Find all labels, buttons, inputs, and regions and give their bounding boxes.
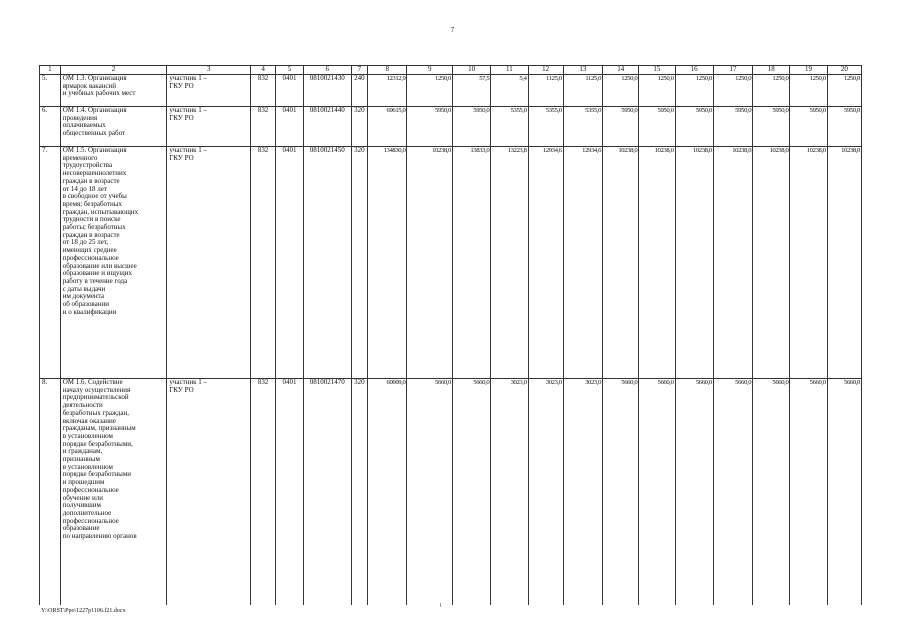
header-cell: 12 <box>528 66 563 75</box>
table-row <box>40 147 862 379</box>
total-amount: 69615,0 <box>368 107 407 147</box>
activity-name-line: от 14 до 18 лет <box>62 184 107 193</box>
header-cell: 18 <box>753 66 790 75</box>
year-amount: 5660,0 <box>753 379 790 605</box>
section-code: 0401 <box>276 75 304 107</box>
activity-name-line: безработных граждан, <box>62 408 129 417</box>
year-amount: 5660,0 <box>790 379 827 605</box>
target-article-code: 0810021470 <box>303 379 351 605</box>
year-amount: 10238,0 <box>827 147 861 379</box>
activity-name-line: временного <box>62 153 98 162</box>
year-amount: 1125,0 <box>563 75 602 107</box>
year-amount: 5950,0 <box>753 107 790 147</box>
activity-name-line: с даты выдачи <box>62 284 106 293</box>
activity-name-line: им документа <box>62 292 104 301</box>
header-cell: 3 <box>167 66 251 75</box>
row-number: 5. <box>40 75 61 107</box>
header-cell: 14 <box>603 66 639 75</box>
year-amount: 5660,0 <box>407 379 453 605</box>
expense-type-code: 320 <box>351 379 368 605</box>
activity-name-line: обучение или <box>62 493 103 502</box>
header-cell: 15 <box>639 66 675 75</box>
activity-name-line: предпринимательской <box>62 393 129 402</box>
row-number: 8. <box>40 379 61 605</box>
year-amount: 5950,0 <box>713 107 752 147</box>
header-cell: 5 <box>276 66 304 75</box>
year-amount: 10238,0 <box>790 147 827 379</box>
activity-name-line: дополнительное <box>62 508 112 517</box>
header-cell: 13 <box>563 66 602 75</box>
year-amount: 3023,0 <box>563 379 602 605</box>
activity-name <box>60 107 167 147</box>
grbs-code: 832 <box>251 107 276 147</box>
executor-line: ГКУ РО <box>169 113 194 122</box>
year-amount: 1250,0 <box>827 75 861 107</box>
activity-name-line: работы; безработных <box>62 223 126 232</box>
year-amount: 5950,0 <box>675 107 713 147</box>
activity-name-line: профессиональное <box>62 516 119 525</box>
grbs-code: 832 <box>251 147 276 379</box>
activity-name-line: гражданам, признанным <box>62 424 136 433</box>
activity-name-line: ярмарок вакансий <box>62 81 117 90</box>
year-amount: 13833,0 <box>453 147 491 379</box>
section-code: 0401 <box>276 107 304 147</box>
activity-name-line: и прошедшим <box>62 478 105 487</box>
year-amount: 10238,0 <box>675 147 713 379</box>
activity-name-line: граждан в возрасте <box>62 230 120 239</box>
activity-name-line: ОМ 1.6. Содействие <box>62 378 123 386</box>
activity-name-line: в установленном <box>62 462 113 471</box>
activity-name-line: трудоустройства <box>62 161 113 170</box>
header-cell: 4 <box>251 66 276 75</box>
year-amount: 10238,0 <box>603 147 639 379</box>
year-amount: 5950,0 <box>790 107 827 147</box>
activity-name-line: общественных работ <box>62 129 126 138</box>
activity-name-line: признанным <box>62 455 100 464</box>
file-path: Y:\ORST\Ppo\1227p1106.f21.docx <box>41 608 126 614</box>
header-cell: 10 <box>453 66 491 75</box>
target-article-code: 0810021430 <box>303 75 351 107</box>
target-article-code: 0810021450 <box>303 147 351 379</box>
year-amount: 1125,0 <box>528 75 563 107</box>
year-amount: 5950,0 <box>453 107 491 147</box>
activity-name-line: и о квалификации <box>62 307 117 316</box>
year-amount: 12934,6 <box>563 147 602 379</box>
activity-name-line: образование или высшее <box>62 261 137 270</box>
executor <box>167 107 251 147</box>
expense-type-code: 320 <box>351 107 368 147</box>
header-cell: 6 <box>303 66 351 75</box>
year-amount: 12934,6 <box>528 147 563 379</box>
year-amount: 1250,0 <box>407 75 453 107</box>
activity-name-line: граждан в возрасте <box>62 176 120 185</box>
activity-name-line: образование и ищущих <box>62 269 133 278</box>
year-amount: 5355,0 <box>528 107 563 147</box>
activity-name-line: об образовании <box>62 300 109 309</box>
table-body <box>40 75 862 605</box>
grbs-code: 832 <box>251 379 276 605</box>
budget-table <box>39 65 862 605</box>
year-amount: 1250,0 <box>713 75 752 107</box>
header-cell: 11 <box>491 66 528 75</box>
activity-name-line: время; безработных <box>62 199 122 208</box>
year-amount: 5660,0 <box>453 379 491 605</box>
activity-name-line: имеющих среднее <box>62 246 117 255</box>
year-amount: 5660,0 <box>675 379 713 605</box>
table-row <box>40 379 862 605</box>
total-amount: 60009,0 <box>368 379 407 605</box>
activity-name-line: образование <box>62 524 100 533</box>
header-cell: 19 <box>790 66 827 75</box>
executor-line: ГКУ РО <box>169 385 194 394</box>
year-amount: 13223,8 <box>491 147 528 379</box>
expense-type-code: 240 <box>351 75 368 107</box>
executor-line: ГКУ РО <box>169 81 194 90</box>
year-amount: 5660,0 <box>827 379 861 605</box>
year-amount: 1250,0 <box>603 75 639 107</box>
activity-name-line: ОМ 1.3. Организация <box>62 74 127 82</box>
activity-name-line: в свободное от учебы <box>62 192 127 201</box>
activity-name-line: в установленном <box>62 431 113 440</box>
header-cell: 1 <box>40 66 61 75</box>
executor-line: участник 1 – <box>169 106 208 114</box>
total-amount: 134830,0 <box>368 147 407 379</box>
header-cell: 17 <box>713 66 752 75</box>
year-amount: 1250,0 <box>790 75 827 107</box>
activity-name-line: и учебных рабочих мест <box>62 89 136 98</box>
activity-name <box>60 147 167 379</box>
executor-line: ГКУ РО <box>169 153 194 162</box>
year-amount: 3023,0 <box>528 379 563 605</box>
activity-name-line: профессиональное <box>62 253 119 262</box>
grbs-code: 832 <box>251 75 276 107</box>
activity-name-line: работу в течение года <box>62 276 128 285</box>
activity-name-line: проведения <box>62 113 98 122</box>
table-row <box>40 107 862 147</box>
row-number: 7. <box>40 147 61 379</box>
activity-name-line: порядке безработными, <box>62 439 133 448</box>
year-amount: 10238,0 <box>713 147 752 379</box>
year-amount: 5660,0 <box>639 379 675 605</box>
activity-name-line: несовершеннолетних <box>62 169 127 178</box>
activity-name-line: получившим <box>62 501 101 510</box>
year-amount: 5355,0 <box>563 107 602 147</box>
activity-name-line: началу осуществления <box>62 385 131 394</box>
activity-name-line: включая оказание <box>62 416 116 425</box>
header-cell: 16 <box>675 66 713 75</box>
year-amount: 5950,0 <box>407 107 453 147</box>
row-number: 6. <box>40 107 61 147</box>
section-code: 0401 <box>276 379 304 605</box>
year-amount: 1250,0 <box>675 75 713 107</box>
activity-name-line: трудности в поиске <box>62 215 121 224</box>
year-amount: 5950,0 <box>827 107 861 147</box>
activity-name-line: профессиональное <box>62 485 119 494</box>
header-cell: 2 <box>60 66 167 75</box>
activity-name-line: и гражданам, <box>62 447 103 456</box>
header-row <box>40 66 862 75</box>
table-row <box>40 75 862 107</box>
activity-name <box>60 379 167 605</box>
header-cell: 20 <box>827 66 861 75</box>
year-amount: 5660,0 <box>713 379 752 605</box>
header-cell: 7 <box>351 66 368 75</box>
executor-line: участник 1 – <box>169 74 208 82</box>
target-article-code: 0810021440 <box>303 107 351 147</box>
year-amount: 10238,0 <box>753 147 790 379</box>
page-number: 7 <box>450 26 455 34</box>
activity-name-line: оплачиваемых <box>62 121 106 130</box>
year-amount: 5660,0 <box>603 379 639 605</box>
total-amount: 12312,9 <box>368 75 407 107</box>
section-code: 0401 <box>276 147 304 379</box>
header-cell: 9 <box>407 66 453 75</box>
year-amount: 10238,0 <box>639 147 675 379</box>
activity-name-line: граждан, испытывающих <box>62 207 139 216</box>
executor <box>167 379 251 605</box>
executor-line: участник 1 – <box>169 146 208 154</box>
scan-mark <box>440 603 441 607</box>
executor-line: участник 1 – <box>169 378 208 386</box>
executor <box>167 147 251 379</box>
header-cell: 8 <box>368 66 407 75</box>
executor <box>167 75 251 107</box>
year-amount: 5355,0 <box>491 107 528 147</box>
year-amount: 5950,0 <box>603 107 639 147</box>
activity-name-line: деятельности <box>62 401 103 410</box>
year-amount: 5950,0 <box>639 107 675 147</box>
year-amount: 1250,0 <box>639 75 675 107</box>
year-amount: 10238,0 <box>407 147 453 379</box>
year-amount: 57,5 <box>453 75 491 107</box>
activity-name-line: от 18 до 25 лет, <box>62 238 109 247</box>
expense-type-code: 320 <box>351 147 368 379</box>
year-amount: 1250,0 <box>753 75 790 107</box>
year-amount: 3023,0 <box>491 379 528 605</box>
activity-name-line: ОМ 1.5. Организация <box>62 146 127 154</box>
activity-name-line: порядке безработными <box>62 470 132 479</box>
year-amount: 5,4 <box>491 75 528 107</box>
activity-name <box>60 75 167 107</box>
activity-name-line: по направлению органов <box>62 532 137 541</box>
activity-name-line: ОМ 1.4. Организация <box>62 106 127 114</box>
